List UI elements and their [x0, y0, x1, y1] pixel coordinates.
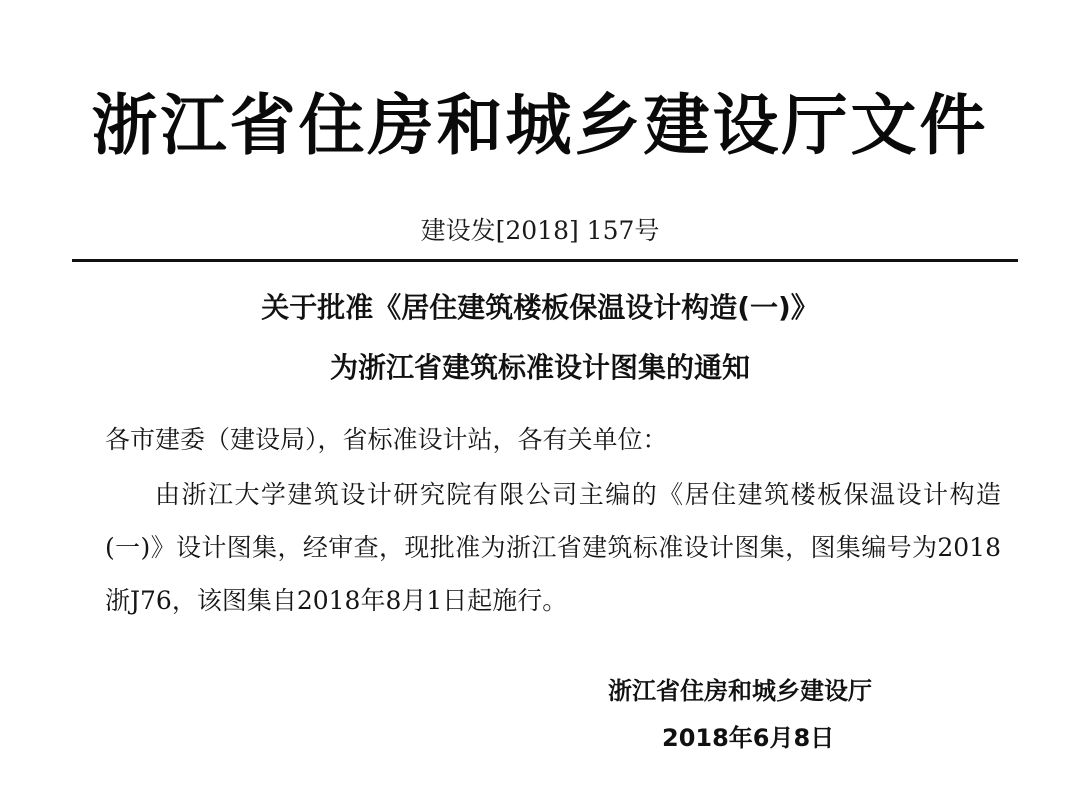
signing-date: 2018年6月8日 [662, 724, 835, 752]
salutation: 各市建委（建设局），省标准设计站，各有关单位： [105, 425, 668, 454]
header-divider [72, 259, 1018, 262]
notice-title-line-2: 为浙江省建筑标准设计图集的通知 [329, 351, 750, 384]
issuer-title: 浙江省住房和城乡建设厅文件 [91, 87, 989, 164]
body-paragraph: 由浙江大学建筑设计研究院有限公司主编的《居住建筑楼板保温设计构造(一)》设计图集，经审查，现批准为浙江省建筑标准设计图集，图集编号为2018浙J76，该图集自2018年8月1日起施行。 [105, 480, 1001, 615]
notice-title-line-1: 关于批准《居住建筑楼板保温设计构造(一)》 [261, 291, 819, 324]
signing-organization: 浙江省住房和城乡建设厅 [608, 677, 872, 705]
document-number: 建设发[2018] 157号 [420, 216, 660, 245]
